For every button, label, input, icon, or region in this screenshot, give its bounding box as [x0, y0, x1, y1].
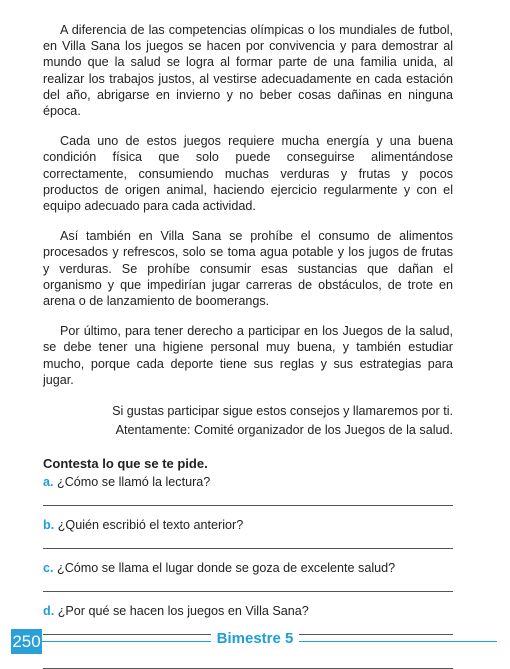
- question-letter: a.: [43, 475, 54, 490]
- answer-line-c[interactable]: [43, 576, 453, 592]
- paragraph-4: Por último, para tener derecho a participar en los Juegos de la salud, se debe tener una higiene personal muy buena, y también estudiar mucho, porque cada deporte tiene sus reglas y sus estrategias para jugar.: [43, 324, 453, 387]
- question-text: ¿Por qué se hacen los juegos en Villa Sana?: [57, 604, 309, 619]
- question-text: ¿Quién escribió el texto anterior?: [57, 518, 244, 533]
- question-letter: c.: [43, 561, 54, 576]
- answer-line-d-2[interactable]: [43, 646, 453, 669]
- question-c: [43, 560, 453, 592]
- signoff-line-1: Si gustas participar sigue estos consejos y llamaremos por ti.: [112, 404, 453, 419]
- paragraph-1: A diferencia de las competencias olímpicas o los mundiales de futbol, en Villa Sana los juegos se hacen por convivencia y para demostrar al mundo que la salud se logra al formar parte de una familia unida, al realizar los trabajos justos, al vestirse adecuadamente en cada estación del año, abrigarse en invierno y no beber cosas dañinas en ninguna época.: [43, 23, 453, 119]
- question-letter: b.: [43, 518, 55, 533]
- footer-title-text: Bimestre 5: [211, 630, 300, 647]
- instruction-heading: Contesta lo que se te pide.: [43, 456, 208, 472]
- paragraph-3: Así también en Villa Sana se prohíbe el consumo de alimentos procesados y refrescos, solo se toma agua potable y los jugos de frutas y verduras. Se prohíbe consumir esas sustancias que dañan el organismo y que impedirían jugar carreras de obstáculos, de trote en arena o de lanzamiento de boomerangs.: [43, 229, 453, 309]
- paragraph-2: Cada uno de estos juegos requiere mucha energía y una buena condición física que solo puede conseguirse alimentándose correctamente, consumiendo muchas verduras y frutas y pocos productos de origen animal, haciendo ejercicio regularmente y con el equipo adecuado para cada actividad.: [43, 134, 453, 214]
- question-letter: d.: [43, 604, 55, 619]
- answer-line-b[interactable]: [43, 533, 453, 549]
- reading-text: [43, 22, 453, 669]
- signoff-line-2: Atentamente: Comité organizador de los Juegos de la salud.: [115, 423, 453, 438]
- footer-title: [0, 630, 510, 647]
- question-text: ¿Cómo se llama el lugar donde se goza de excelente salud?: [57, 561, 396, 576]
- answer-line-a[interactable]: [43, 490, 453, 506]
- question-b: [43, 517, 453, 549]
- question-a: [43, 474, 453, 506]
- question-text: ¿Cómo se llamó la lectura?: [57, 475, 211, 490]
- signoff: [43, 402, 453, 440]
- page-number-badge: 250: [11, 629, 42, 654]
